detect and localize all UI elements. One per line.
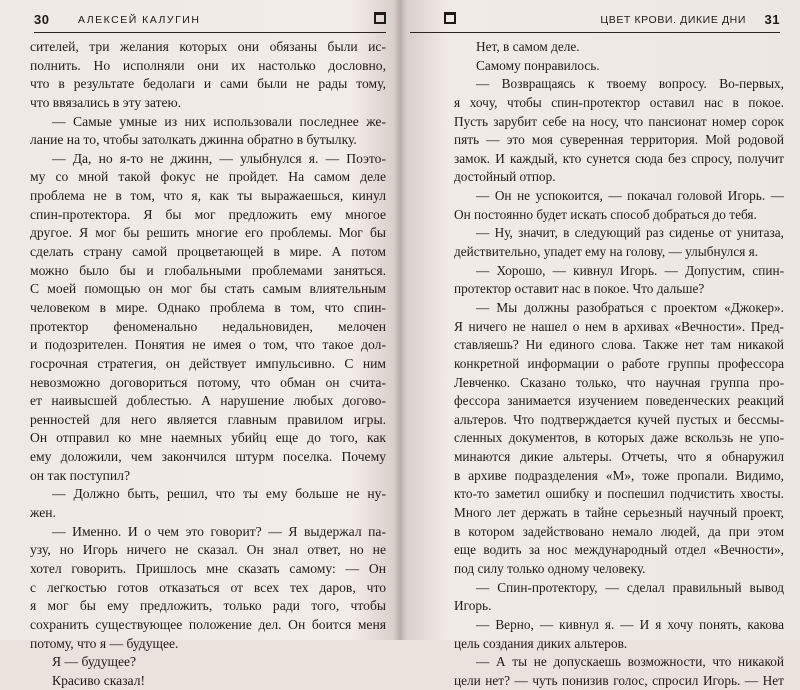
text-line: кто-то заметил ошибку и поспешил подчистить хвосты. [454,486,784,502]
text-line: он так поступил? [30,467,130,483]
text-line: протектор оставит нас в покое. Что дальше? [454,281,705,297]
text-line: полнить. Но исполняли они их настолько дословно, [30,57,386,73]
text-line: минаются дикие альтеры. Отчеты, что я обнаружил [454,449,784,465]
text-line: в архиве подразделения «М», тоже пропали. Видимо, [454,467,784,483]
header-rule [410,32,780,33]
text-line: — Ну, значит, в следующий раз сиденье от унитаза, [476,225,784,241]
text-line: узу, но Игорь ничего не сказал. Он знал ответ, но не [30,542,386,558]
text-line: — А ты не допускаешь возможности, что никакой [476,654,784,670]
text-line: Самому понравилось. [476,57,600,73]
text-line: жен. [30,505,56,521]
text-line: лание на то, чтобы затолкать джинна обратно в бутылку. [30,132,357,148]
text-line: хотел говорить. Пришлось мне сказать самому: — Он [30,560,386,576]
text-line: спин-протектора. Я бы мог предложить ему многое [30,206,386,222]
text-line: альтеров. Что подтверждается кучей пустых и бессмы- [454,411,784,427]
text-line: конкретной информации о работе группы профессора [454,355,784,371]
page-number: 30 [34,12,50,27]
right-page-text [454,38,784,690]
header-rule [34,32,386,33]
text-line: можно было бы и глобальными проблемами заняться. [30,262,386,278]
text-line: Я — будущее? [52,654,137,670]
text-line: цели нет? — чуть понизив голос, спросил Игорь. — Нет [454,672,784,688]
text-line: — Возвращаясь к твоему вопросу. Во-первых, [476,76,784,92]
text-line: ет наивысшей доблестью. А нарушение любых догово- [30,393,386,409]
text-line: госрочная стратегия, он действует импульсивно. С ним [30,355,386,371]
text-line: Нет, в самом деле. [476,39,580,54]
text-line: Много лет держать в тайне серьезный научный проект, [454,505,784,521]
text-line: с легкостью готов отказаться от всех тех даров, что [30,579,386,595]
text-line: ренностей для него является главным правилом игры. [30,411,386,427]
text-line: — Самые умные из них использовали последнее же- [52,113,386,129]
text-line: Красиво сказал! [52,672,146,688]
text-line: — Мы должны разобраться с проектом «Джокер». [476,299,784,315]
text-line: Я ничего не нашел о нем в архивах «Вечности». Пред- [454,318,784,334]
book-ornament-icon [374,12,386,24]
text-line: — Он не успокоится, — покачал головой Игорь. — [476,188,784,204]
text-line: под силу только одному человеку. [454,560,646,576]
text-line: и подозрителен. Понятия не имея о том, что такое дол- [30,337,386,353]
text-line: в котором задействовано немало людей, да при этом [454,523,784,539]
text-line: достойный отпор. [454,169,556,185]
text-line: другое. Я мог бы решить многие его проблемы. Мог бы [30,225,386,241]
text-line: человеком в мире. Однако проблема в том, что спин- [30,299,386,315]
page-number: 31 [764,12,780,27]
text-line: сохранить существующее положение дел. Он боится меня [30,616,386,632]
text-line: замок. И каждый, кто сунется сюда без спросу, получит [454,150,784,166]
text-line: Он отправил ко мне наемных убийц еще до того, как [30,430,386,446]
text-line: Он постоянно будет искать способ добраться до тебя. [454,206,757,222]
running-title: АЛЕКСЕЙ КАЛУГИН [78,14,201,26]
text-line: ему доложили, чем закончился штурм поселка. Почему [30,449,386,465]
text-line: — Спин-протектору, — сделал правильный вывод [476,579,784,595]
text-line: Игорь. [454,598,492,614]
text-line: Пусть зарубит себе на носу, что пансионат номер сорок [454,113,784,129]
text-line: му со мной такой фокус не пройдет. На самом деле [30,169,386,185]
right-page [402,0,800,688]
text-line: Левченко. Сказано только, что научная группа про- [454,374,784,390]
text-line: ставляешь? Ни единого слова. Также нет там никакой [454,337,784,353]
text-line: протектор феноменально недальновиден, мелочен [30,318,386,334]
book-ornament-icon [444,12,456,24]
text-line: — Да, но я-то не джинн, — улыбнулся я. — Поэто- [52,150,386,166]
text-line: еще водить за нос международный отдел «Вечности», [454,542,784,558]
text-line: невозможно договориться потому, что обман он счита- [30,374,386,390]
text-line: сделать страну самой процветающей в мире. А потом [30,244,386,260]
text-line: проблема не в том, что я, как ты выражаешься, кинул [30,188,386,204]
text-line: что ввязались в эту затею. [30,94,182,110]
text-line: фессора занимается изучением поведенческих реакций [454,393,784,409]
text-line: С моей помощью он мог бы стать самым влиятельным [30,281,386,297]
text-line: сленных документов, в которых даже вскользь не упо- [454,430,784,446]
left-page [0,0,398,688]
text-line: — Именно. И о чем это говорит? — Я выдержал па- [52,523,386,539]
running-title: ЦВЕТ КРОВИ. ДИКИЕ ДНИ [600,14,746,26]
text-line: действительно, упадет ему на голову, — улыбнулся я. [454,244,759,260]
text-line: я хочу, чтобы спин-протектор оставил нас в покое. [454,94,784,110]
text-line: пять — это моя суверенная территория. Мой родовой [454,132,784,148]
left-page-text [30,38,386,690]
text-line: потому, что я — будущее. [30,635,179,651]
text-line: я мог бы ему предложить, только ради того, чтобы [30,598,386,614]
right-page-header [410,10,780,30]
text-line: — Верно, — кивнул я. — И я хочу понять, какова [476,616,784,632]
text-line: цель создания диких альтеров. [454,635,628,651]
text-line: — Хорошо, — кивнул Игорь. — Допустим, спин- [476,262,784,278]
text-line: — Должно быть, решил, что ты ему больше не ну- [52,486,386,502]
left-page-header [34,10,386,30]
text-line: сителей, три желания которых они обязаны были ис- [30,39,386,54]
text-line: что в результате бедолаги и сами были не рады тому, [30,76,386,92]
